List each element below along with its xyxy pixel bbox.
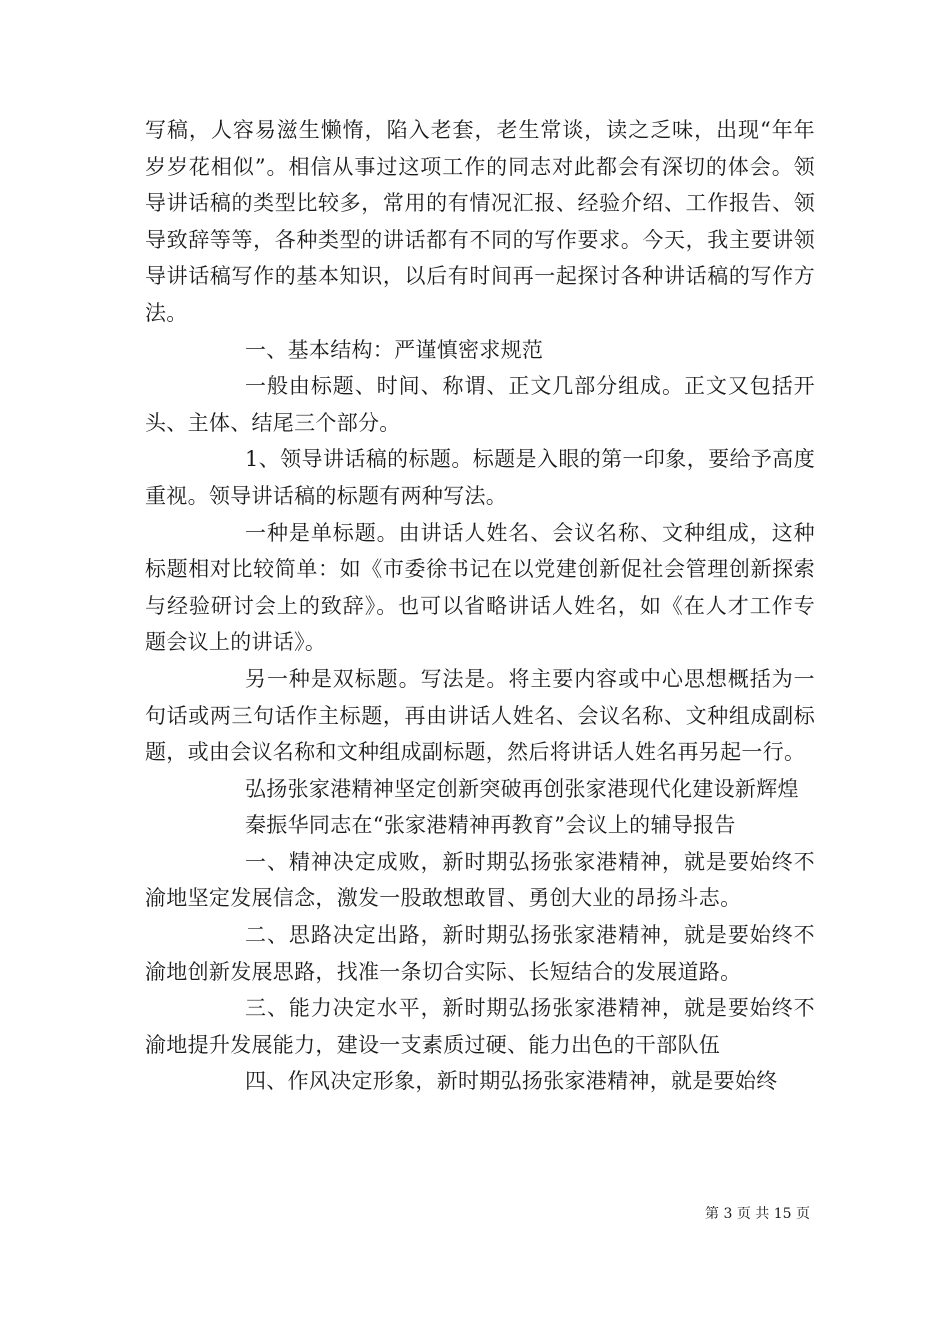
page-number: 第 3 页 共 15 页 (705, 1206, 810, 1222)
paragraph-title-intro: 1、领导讲话稿的标题。标题是入眼的第一印象，要给予高度重视。领导讲话稿的标题有两种写法。 (145, 447, 815, 508)
example-point-4: 四、作风决定形象，新时期弘扬张家港精神，就是要始终 (245, 1069, 778, 1094)
example-point-1: 一、精神决定成败，新时期弘扬张家港精神，就是要始终不渝地坚定发展信念，激发一股敢想敢冒、勇创大业的昂扬斗志。 (145, 849, 815, 911)
example-main-title: 弘扬张家港精神坚定创新突破再创张家港现代化建设新辉煌 (245, 776, 799, 801)
paragraph-single-title: 一种是单标题。由讲话人姓名、会议名称、文种组成，这种标题相对比较简单：如《市委徐书记在以党建创新促社会管理创新探索与经验研讨会上的致辞》。也可以省略讲话人姓名，如《在人才工作专题会议上的讲话》。 (145, 520, 815, 655)
example-point-2: 二、思路决定出路，新时期弘扬张家港精神，就是要始终不渝地创新发展思路，找准一条切合实际、长短结合的发展道路。 (145, 923, 815, 984)
paragraph-components: 一般由标题、时间、称谓、正文几部分组成。正文又包括开头、主体、结尾三个部分。 (145, 374, 815, 435)
example-point-3: 三、能力决定水平，新时期弘扬张家港精神，就是要始终不渝地提升发展能力，建设一支素质过硬、能力出色的干部队伍 (145, 996, 815, 1057)
section-heading-basic-structure: 一、基本结构：严谨慎密求规范 (245, 337, 544, 362)
document-body (145, 112, 815, 1100)
paragraph-intro-continued: 写稿，人容易滋生懒惰，陷入老套，老生常谈，读之乏味，出现“年年岁岁花相似”。相信从事过这项工作的同志对此都会有深切的体会。领导讲话稿的类型比较多，常用的有情况汇报、经验介绍、工作报告、领导致辞等等，各种类型的讲话都有不同的写作要求。今天，我主要讲领导讲话稿写作的基本知识，以后有时间再一起探讨各种讲话稿的写作方法。 (145, 118, 815, 325)
paragraph-double-title: 另一种是双标题。写法是。将主要内容或中心思想概括为一句话或两三句话作主标题，再由讲话人姓名、会议名称、文种组成副标题，或由会议名称和文种组成副标题，然后将讲话人姓名再另起一行。 (145, 666, 815, 765)
example-subtitle: 秦振华同志在“张家港精神再教育”会议上的辅导报告 (245, 813, 736, 838)
